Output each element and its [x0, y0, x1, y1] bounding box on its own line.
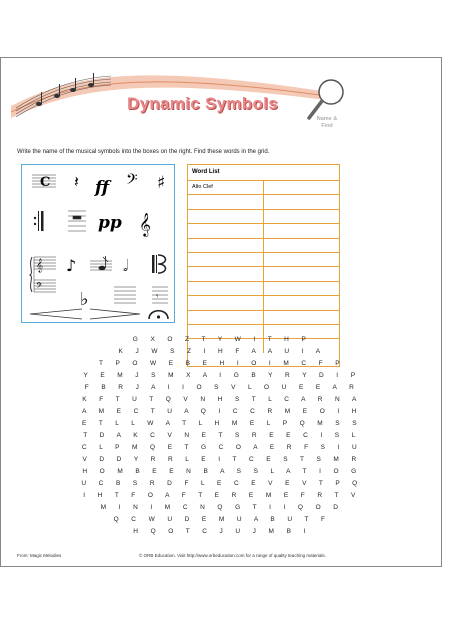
grid-row: K F T U T Q V N H S T L C A R N A [82, 396, 362, 403]
word-entry-cell[interactable] [188, 311, 263, 324]
word-list-row [188, 181, 339, 195]
word-list-heading: Word List [188, 165, 339, 181]
word-list-row [188, 210, 339, 224]
word-entry-cell[interactable] [188, 282, 263, 295]
common-time-icon [32, 175, 56, 190]
name-and-find-tag [315, 116, 339, 130]
pianissimo-icon: pp [98, 213, 122, 233]
grid-row: U C B S R D F L E C E V E V T P Q [81, 480, 363, 487]
tag-line-1: Name & [316, 116, 338, 122]
word-entry-cell[interactable] [263, 267, 339, 280]
staff-lines-icon [114, 287, 136, 303]
word-list-row [188, 224, 339, 238]
word-list-row [188, 239, 339, 253]
grid-row: F B R J A I I O S V L O U E E A R [84, 384, 360, 391]
grid-row: T D A K C V N E T S R E E C I S L [83, 432, 361, 439]
grid-row: V D D Y R R L E I T C E S T S M R [82, 456, 362, 463]
word-list-row [188, 282, 339, 296]
grid-row: C L P M Q E T G C O A E R F S I U [81, 444, 363, 451]
word-entry-cell[interactable] [263, 195, 339, 208]
alto-clef-icon [152, 255, 166, 273]
grid-row: Q C W U D E M U A B U T F [113, 516, 331, 523]
trill-icon [152, 287, 168, 303]
grid-row: T P O W E B E H I O I M C F P [99, 360, 345, 367]
fortissimo-icon: ff [95, 178, 110, 198]
quarter-rest-icon: 𝄽 [74, 172, 79, 191]
instructions-text: Write the name of the musical symbols into the boxes on the right. Find these words in the grid. [17, 149, 270, 155]
word-entry-cell[interactable] [188, 253, 263, 266]
footer-copyright: © ORB Education. Visit http://www.orbeducation.com for a range of quality teaching materials. [139, 553, 326, 558]
grid-row: Y E M J S M X A I G B Y R Y D I P [83, 372, 361, 379]
word-entry-cell[interactable] [263, 210, 339, 223]
word-entry-cell[interactable] [188, 195, 263, 208]
fermata-icon [149, 311, 168, 319]
word-list-row [188, 195, 339, 209]
word-list-row [188, 253, 339, 267]
grace-note-icon [90, 256, 112, 270]
grid-row: E T L L W A T L H M E L P Q M S S [82, 420, 362, 427]
word-entry-cell[interactable] [263, 311, 339, 324]
grid-row: I H T F O A F T E R E M E F R T V [83, 492, 361, 499]
footer-source: From: Magic Melodies [17, 553, 62, 558]
repeat-sign-icon [34, 211, 44, 231]
svg-text:𝄞: 𝄞 [36, 258, 44, 272]
grid-row: H Q O T C J U J M B I [133, 528, 311, 535]
grid-row: G X O Z T Y W I T H P [132, 336, 312, 343]
half-note-icon: 𝅗𝅥 [123, 256, 129, 275]
word-entry-cell[interactable] [263, 224, 339, 237]
symbol-panel [21, 164, 175, 323]
word-entry-cell[interactable] [188, 210, 263, 223]
word-entry-cell[interactable] [188, 239, 263, 252]
word-list-rows [188, 181, 339, 353]
svg-text:𝄾: 𝄾 [156, 292, 159, 302]
crescendo-icon [30, 309, 82, 319]
word-search-grid [1, 334, 443, 538]
flat-icon: ♭ [80, 289, 89, 310]
word-list-row [188, 267, 339, 281]
word-entry-cell[interactable] [188, 224, 263, 237]
eighth-note-icon: ♪ [66, 256, 77, 275]
tag-line-2: Find [321, 123, 333, 129]
sharp-icon: ♯ [157, 173, 166, 193]
word-entry-cell[interactable] [263, 239, 339, 252]
word-list-row [188, 311, 339, 325]
word-entry-cell[interactable] [263, 181, 339, 194]
grid-row: M I N I M C N Q G T I I Q O D [100, 504, 344, 511]
treble-clef-icon: 𝄞 [139, 212, 151, 236]
word-entry-cell[interactable] [263, 296, 339, 309]
bass-clef-icon: 𝄢 [126, 171, 138, 192]
grid-row: K J W S Z I H F A A U I A [118, 348, 326, 355]
word-entry-cell[interactable] [263, 253, 339, 266]
word-entry-cell[interactable] [188, 267, 263, 280]
word-entry-cell[interactable]: Alto Clef [192, 184, 213, 190]
grand-staff-icon [30, 257, 56, 293]
decrescendo-icon [90, 309, 140, 319]
grid-row: H O M B E E N B A S S L A T I O G [82, 468, 362, 475]
worksheet-page [0, 57, 442, 567]
svg-text:C: C [40, 175, 51, 190]
svg-text:𝄢: 𝄢 [36, 282, 43, 293]
page-title: Dynamic Symbols [127, 94, 278, 113]
word-entry-cell[interactable] [188, 296, 263, 309]
word-entry-cell[interactable] [263, 282, 339, 295]
grid-row: A M E C T U A Q I C C R M E O I H [82, 408, 362, 415]
word-list-row [188, 296, 339, 310]
whole-rest-icon [68, 211, 86, 231]
